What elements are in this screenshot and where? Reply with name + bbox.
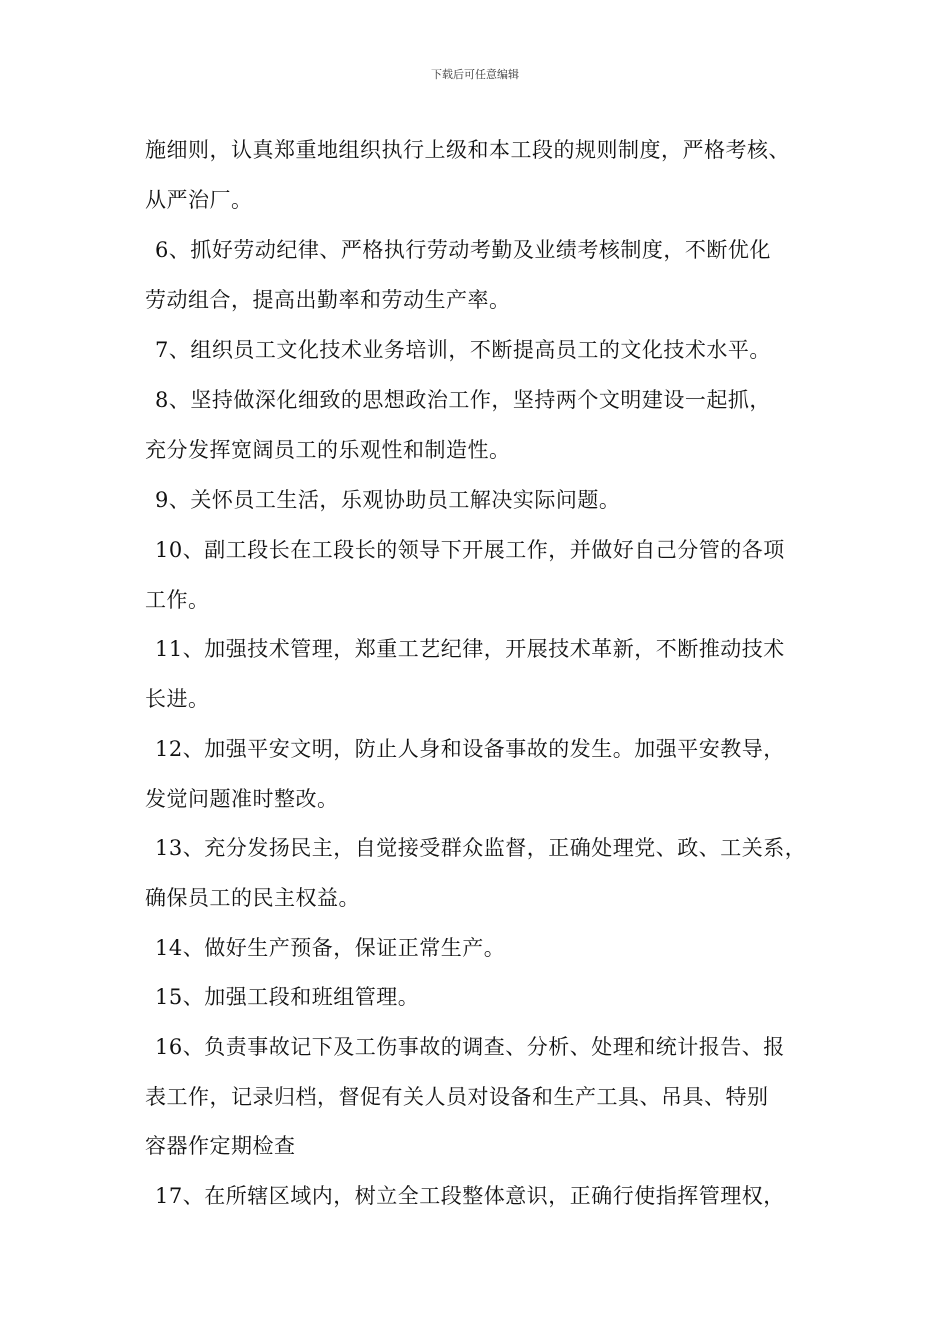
text-line: 长进。 [145,687,210,711]
list-item-11: 11、加强技术管理，郑重工艺纪律，开展技术革新，不断推动技术 [155,637,785,661]
list-item-9: 9、关怀员工生活，乐观协助员工解决实际问题。 [155,488,621,512]
text-line: 表工作，记录归档，督促有关人员对设备和生产工具、吊具、特别 [145,1085,769,1109]
text-line: 从严治厂。 [145,188,253,212]
text-line: 充分发挥宽阔员工的乐观性和制造性。 [145,438,511,462]
text-line: 确保员工的民主权益。 [145,886,360,910]
list-item-10: 10、副工段长在工段长的领导下开展工作，并做好自己分管的各项 [155,538,785,562]
page-header: 下载后可任意编辑 [431,68,519,81]
text-line: 发觉问题准时整改。 [145,787,339,811]
text-line: 容器作定期检查 [145,1134,296,1158]
list-item-12: 12、加强平安文明，防止人身和设备事故的发生。加强平安教导， [155,737,785,761]
text-line: 工作。 [145,588,210,612]
text-line: 劳动组合，提高出勤率和劳动生产率。 [145,288,511,312]
text-line: 施细则，认真郑重地组织执行上级和本工段的规则制度，严格考核、 [145,138,790,162]
list-item-17: 17、在所辖区域内，树立全工段整体意识，正确行使指挥管理权， [155,1184,785,1208]
list-item-14: 14、做好生产预备，保证正常生产。 [155,936,506,960]
list-item-15: 15、加强工段和班组管理。 [155,985,420,1009]
list-item-13: 13、充分发扬民主，自觉接受群众监督，正确处理党、政、工关系， [155,836,807,860]
list-item-16: 16、负责事故记下及工伤事故的调查、分析、处理和统计报告、报 [155,1035,785,1059]
list-item-8: 8、坚持做深化细致的思想政治工作，坚持两个文明建设一起抓， [155,388,771,412]
list-item-6: 6、抓好劳动纪律、严格执行劳动考勤及业绩考核制度，不断优化 [155,238,771,262]
list-item-7: 7、组织员工文化技术业务培训，不断提高员工的文化技术水平。 [155,338,771,362]
